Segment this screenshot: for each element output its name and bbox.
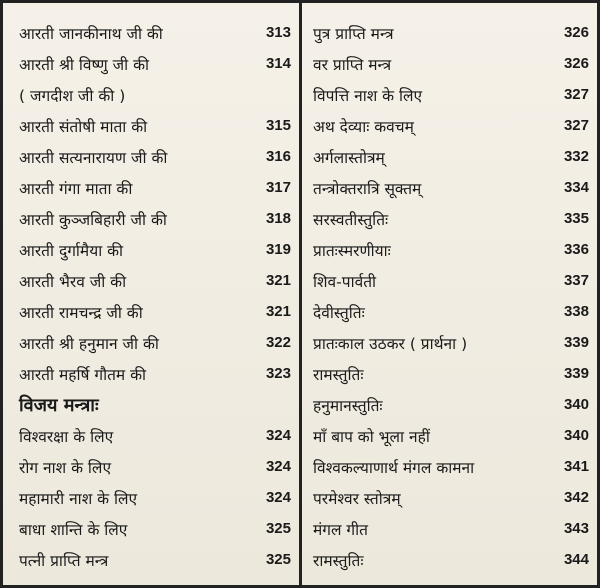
index-entry — [313, 141, 589, 172]
entry-title: आरती सत्यनारायण जी की — [19, 148, 168, 167]
entry-title: विपत्ति नाश के लिए — [313, 86, 423, 105]
entry-title: अथ देव्याः कवचम् — [313, 117, 414, 136]
entry-title: आरती महर्षि गौतम की — [19, 365, 147, 384]
entry-page-number: 323 — [265, 365, 291, 382]
index-entry — [313, 79, 589, 110]
index-entry — [19, 451, 291, 482]
entry-page-number: 324 — [265, 458, 291, 475]
entry-page-number: 324 — [265, 489, 291, 506]
index-entry — [313, 265, 589, 296]
left-column — [19, 17, 291, 575]
entry-title: आरती श्री विष्णु जी की — [19, 55, 149, 74]
entry-title: अर्गलास्तोत्रम् — [313, 148, 385, 167]
entry-title: आरती जानकीनाथ जी की — [19, 24, 163, 43]
entry-page-number: 336 — [563, 241, 589, 258]
entry-page-number: 315 — [265, 117, 291, 134]
entry-page-number: 314 — [265, 55, 291, 72]
entry-title: प्रातःस्मरणीयाः — [313, 241, 391, 260]
index-entry — [313, 296, 589, 327]
entry-title: रोग नाश के लिए — [19, 458, 112, 477]
entry-page-number: 340 — [563, 396, 589, 413]
index-entry — [313, 172, 589, 203]
index-entry — [313, 48, 589, 79]
entry-title: आरती कुञ्जबिहारी जी की — [19, 210, 167, 229]
entry-title: विश्वरक्षा के लिए — [19, 427, 114, 446]
entry-title: बाधा शान्ति के लिए — [19, 520, 128, 539]
entry-page-number: 338 — [563, 303, 589, 320]
entry-title: रामस्तुतिः — [313, 365, 364, 384]
entry-page-number: 344 — [563, 551, 589, 568]
index-entry — [19, 234, 291, 265]
entry-title: महामारी नाश के लिए — [19, 489, 138, 508]
entry-page-number: 341 — [563, 458, 589, 475]
entry-page-number: 322 — [265, 334, 291, 351]
entry-page-number: 326 — [563, 55, 589, 72]
column-divider — [299, 3, 302, 585]
entry-title: मंगल गीत — [313, 520, 369, 539]
entry-title: माँ बाप को भूला नहीं — [313, 427, 430, 446]
index-entry — [313, 482, 589, 513]
entry-page-number: 313 — [265, 24, 291, 41]
entry-page-number: 332 — [563, 148, 589, 165]
entry-page-number: 325 — [265, 551, 291, 568]
entry-title: देवीस्तुतिः — [313, 303, 365, 322]
entry-page-number: 327 — [563, 86, 589, 103]
index-entry — [313, 110, 589, 141]
entry-title: विश्वकल्याणार्थ मंगल कामना — [313, 458, 475, 477]
index-entry — [19, 203, 291, 234]
section-heading — [19, 389, 291, 420]
index-entry — [19, 358, 291, 389]
index-entry — [313, 513, 589, 544]
index-entry — [19, 327, 291, 358]
index-entry — [19, 48, 291, 79]
index-entry — [19, 79, 291, 110]
entry-page-number: 321 — [265, 303, 291, 320]
right-column — [313, 17, 589, 575]
index-entry — [19, 544, 291, 575]
entry-page-number: 326 — [563, 24, 589, 41]
entry-title: प्रातःकाल उठकर ( प्रार्थना ) — [313, 334, 468, 353]
entry-page-number: 316 — [265, 148, 291, 165]
entry-title: तन्त्रोक्तरात्रि सूक्तम् — [313, 179, 422, 198]
index-entry — [19, 482, 291, 513]
entry-title: वर प्राप्ति मन्त्र — [313, 55, 392, 74]
entry-page-number: 317 — [265, 179, 291, 196]
entry-page-number: 325 — [265, 520, 291, 537]
entry-title: हनुमानस्तुतिः — [313, 396, 383, 415]
entry-title: सरस्वतीस्तुतिः — [313, 210, 389, 229]
entry-title: ( जगदीश जी की ) — [19, 86, 126, 105]
index-entry — [313, 389, 589, 420]
index-entry — [313, 327, 589, 358]
index-entry — [313, 358, 589, 389]
entry-page-number: 339 — [563, 365, 589, 382]
index-entry — [19, 17, 291, 48]
entry-title: आरती रामचन्द्र जी की — [19, 303, 143, 322]
entry-page-number: 337 — [563, 272, 589, 289]
entry-title: पत्नी प्राप्ति मन्त्र — [19, 551, 109, 570]
entry-title: आरती श्री हनुमान जी की — [19, 334, 159, 353]
index-entry — [313, 234, 589, 265]
entry-page-number: 343 — [563, 520, 589, 537]
index-entry — [19, 265, 291, 296]
entry-page-number: 340 — [563, 427, 589, 444]
index-entry — [19, 420, 291, 451]
entry-page-number: 321 — [265, 272, 291, 289]
entry-title: विजय मन्त्राः — [19, 394, 99, 416]
index-entry — [313, 203, 589, 234]
entry-title: परमेश्वर स्तोत्रम् — [313, 489, 401, 508]
index-entry — [19, 110, 291, 141]
entry-title: रामस्तुतिः — [313, 551, 364, 570]
index-entry — [19, 513, 291, 544]
entry-page-number: 327 — [563, 117, 589, 134]
entry-page-number: 318 — [265, 210, 291, 227]
entry-title: आरती भैरव जी की — [19, 272, 127, 291]
entry-page-number: 324 — [265, 427, 291, 444]
entry-title: आरती दुर्गामैया की — [19, 241, 124, 260]
entry-title: पुत्र प्राप्ति मन्त्र — [313, 24, 394, 43]
entry-page-number: 335 — [563, 210, 589, 227]
index-entry — [313, 544, 589, 575]
index-entry — [313, 451, 589, 482]
index-entry — [19, 141, 291, 172]
index-entry — [313, 420, 589, 451]
entry-title: आरती संतोषी माता की — [19, 117, 148, 136]
entry-page-number: 339 — [563, 334, 589, 351]
index-entry — [19, 296, 291, 327]
entry-title: आरती गंगा माता की — [19, 179, 133, 198]
entry-page-number: 342 — [563, 489, 589, 506]
index-entry — [19, 172, 291, 203]
entry-page-number: 334 — [563, 179, 589, 196]
index-entry — [313, 17, 589, 48]
entry-page-number: 319 — [265, 241, 291, 258]
entry-title: शिव-पार्वती — [313, 272, 377, 291]
